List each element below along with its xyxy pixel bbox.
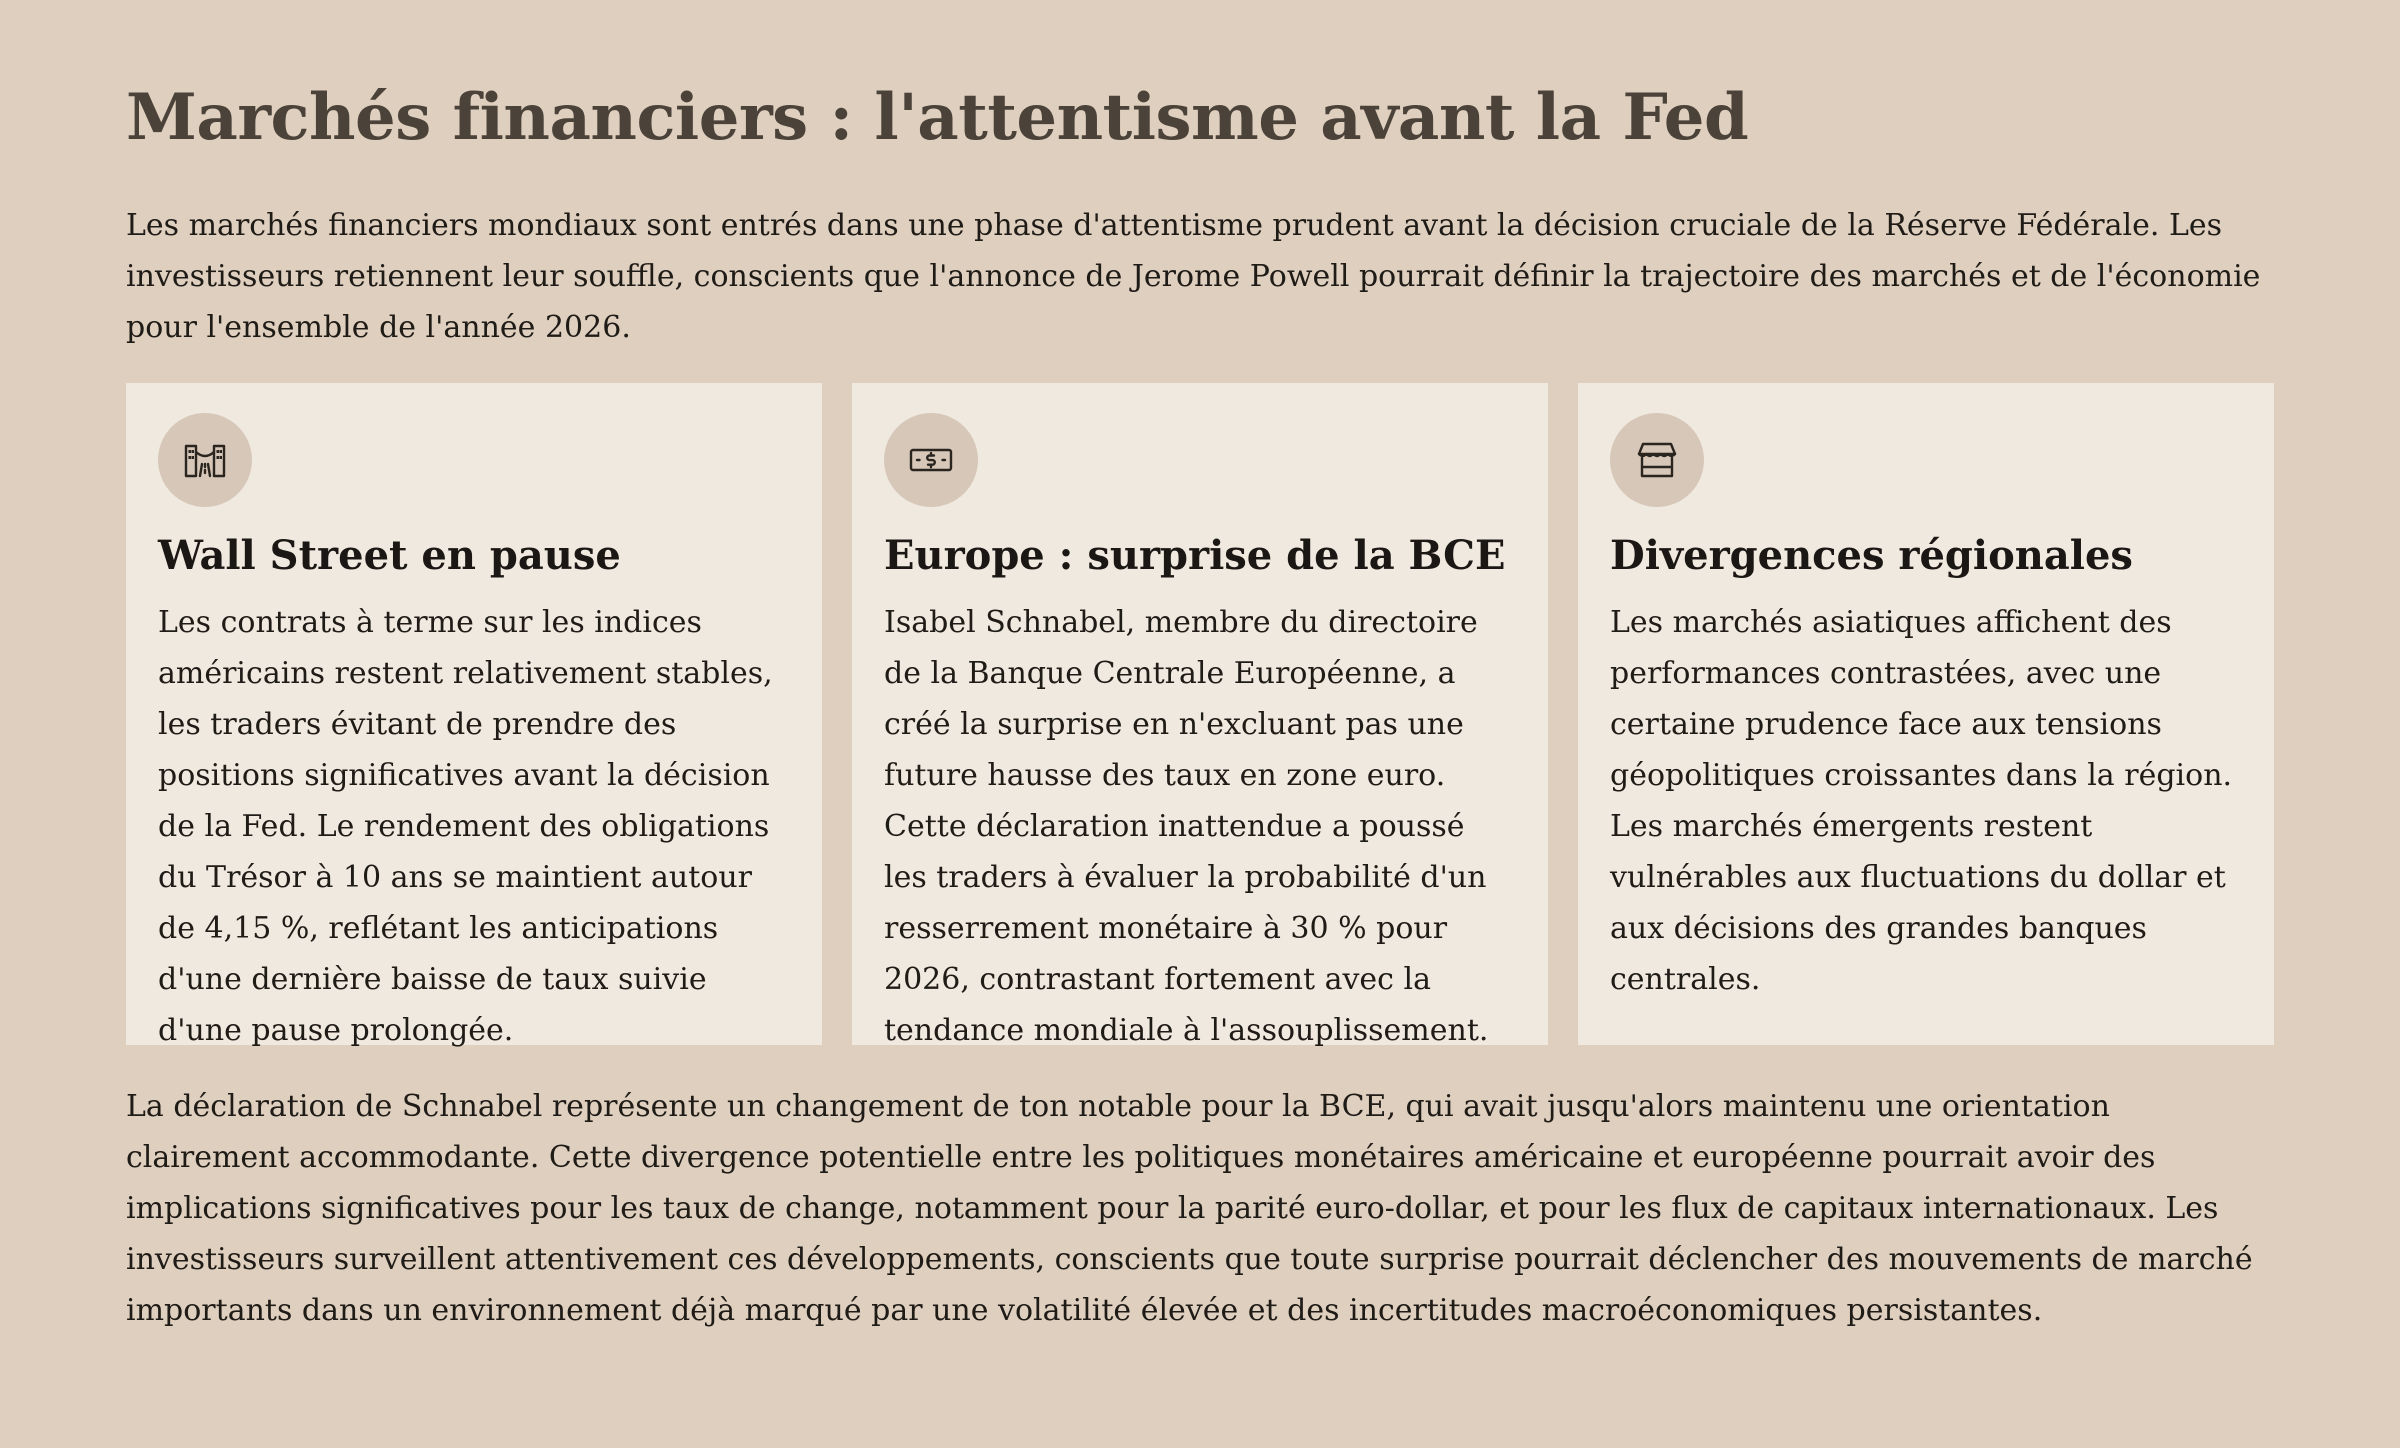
closing-paragraph: La déclaration de Schnabel représente un changement de ton notable pour la BCE, qui avait jusqu'alors maintenu une orientation clairement accommodante. Cette divergence potentielle entre les politiques monétaires américaine et européenne pourrait avoir des implications significatives pour les taux de change, notamment pour la parité euro-dollar, et pour les flux de capitaux internationaux. Les investisseurs surveillent attentivement ces développements, conscients que toute surprise pourrait déclencher des mouvements de marché importants dans un environnement déjà marqué par une volatilité élevée et des incertitudes macroéconomiques persistantes. <box>126 1089 2253 1328</box>
card-title: Europe : surprise de la BCE <box>884 532 1506 579</box>
card-title: Wall Street en pause <box>158 532 621 579</box>
card-text: Les contrats à terme sur les indices américains restent relativement stables, les traders évitant de prendre des positions significatives avant la décision de la Fed. Le rendement des obligations du Trésor à 10 ans se maintient autour de 4,15 %, reflétant les anticipations d'une dernière baisse de taux suivie d'une pause prolongée. <box>158 605 773 1048</box>
dollar-bill-icon <box>884 413 978 507</box>
page-title: Marchés financiers : l'attentisme avant la Fed <box>126 80 1749 155</box>
city-bridge-icon <box>158 413 252 507</box>
card-text: Les marchés asiatiques affichent des performances contrastées, avec une certaine prudence face aux tensions géopolitiques croissantes dans la région. Les marchés émergents restent vulnérables aux fluctuations du dollar et aux décisions des grandes banques centrales. <box>1610 605 2233 997</box>
intro-paragraph: Les marchés financiers mondiaux sont entrés dans une phase d'attentisme prudent avant la décision cruciale de la Réserve Fédérale. Les investisseurs retiennent leur souffle, conscients que l'annonce de Jerome Powell pourrait définir la trajectoire des marchés et de l'économie pour l'ensemble de l'année 2026. <box>126 208 2261 345</box>
card-europe <box>852 383 1548 1048</box>
market-stall-icon <box>1610 413 1704 507</box>
card-grid <box>126 383 2274 1048</box>
card-wall-street <box>126 383 822 1048</box>
card-regional <box>1578 383 2274 1045</box>
card-text: Isabel Schnabel, membre du directoire de la Banque Centrale Européenne, a créé la surprise en n'excluant pas une future hausse des taux en zone euro. Cette déclaration inattendue a poussé les traders à évaluer la probabilité d'un resserrement monétaire à 30 % pour 2026, contrastant fortement avec la tendance mondiale à l'assouplissement. <box>884 605 1489 1048</box>
card-title: Divergences régionales <box>1610 532 2133 579</box>
